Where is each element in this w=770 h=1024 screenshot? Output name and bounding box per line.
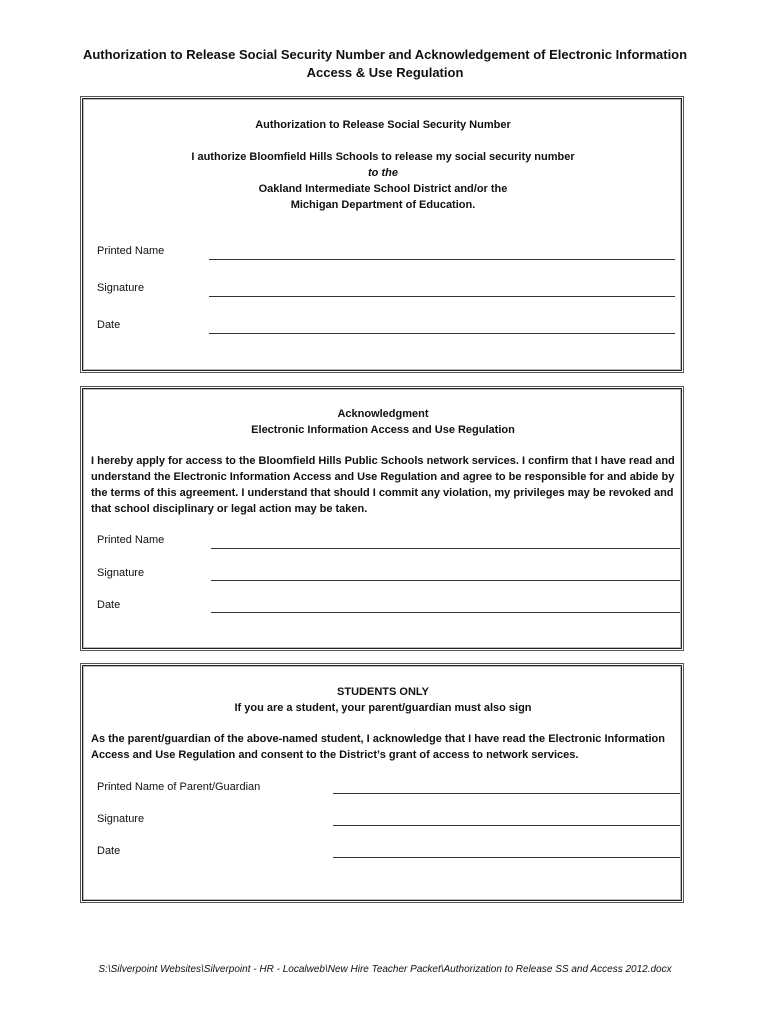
students-heading-2: If you are a student, your parent/guardian must also sign (234, 702, 532, 714)
ssn-statement-line-4: Michigan Department of Education. (290, 199, 476, 211)
ssn-signature-label: Signature (97, 282, 145, 294)
ssn-statement-line-2: to the (368, 167, 398, 179)
ssn-signature-line[interactable] (209, 296, 675, 297)
title-line-2: Access & Use Regulation (306, 65, 464, 80)
guardian-signature-label: Signature (97, 813, 145, 825)
acknowledgment-section (82, 388, 682, 649)
title-line-1: Authorization to Release Social Security Number and Acknowledgement of Electronic Information (82, 47, 688, 62)
ack-date-label: Date (97, 599, 121, 611)
ssn-section-heading: Authorization to Release Social Security Number (255, 119, 511, 131)
ack-signature-line[interactable] (211, 580, 680, 581)
ssn-statement-line-1: I authorize Bloomfield Hills Schools to release my social security number (191, 151, 575, 163)
file-path-footer: S:\Silverpoint Websites\Silverpoint - HR - Localweb\New Hire Teacher Packet\Authorization to Release SS and Access 2012.docx (98, 964, 672, 975)
ssn-statement-line-3: Oakland Intermediate School District and/or the (258, 183, 508, 195)
guardian-date-line[interactable] (333, 857, 680, 858)
ssn-authorization-section (82, 98, 682, 371)
guardian-date-label: Date (97, 845, 121, 857)
ssn-printed-name-line[interactable] (209, 259, 675, 260)
ack-date-line[interactable] (211, 612, 680, 613)
guardian-signature-line[interactable] (333, 825, 680, 826)
ack-signature-label: Signature (97, 567, 145, 579)
ssn-printed-name-label: Printed Name (97, 245, 165, 257)
ssn-date-label: Date (97, 319, 121, 331)
ack-printed-name-line[interactable] (211, 548, 680, 549)
document-title (0, 46, 770, 82)
guardian-printed-name-line[interactable] (333, 793, 680, 794)
ack-printed-name-label: Printed Name (97, 534, 165, 546)
students-heading-1: STUDENTS ONLY (337, 686, 429, 698)
students-only-section (82, 665, 682, 901)
ack-heading-1: Acknowledgment (337, 408, 429, 420)
ack-paragraph: I hereby apply for access to the Bloomfield Hills Public Schools network services. I confirm that I have read and understand the Electronic Information Access and Use Regulation and agree to be responsible for and abide by the terms of this agreement. I understand that should I commit any violation, my privileges may be revoked and that school disciplinary or legal action may be taken. (91, 455, 675, 515)
guardian-printed-name-label: Printed Name of Parent/Guardian (97, 781, 261, 793)
students-paragraph: As the parent/guardian of the above-named student, I acknowledge that I have read the Electronic Information Access and Use Regulation and consent to the District’s grant of access to network services. (91, 733, 665, 761)
ssn-date-line[interactable] (209, 333, 675, 334)
ack-heading-2: Electronic Information Access and Use Regulation (251, 424, 515, 436)
